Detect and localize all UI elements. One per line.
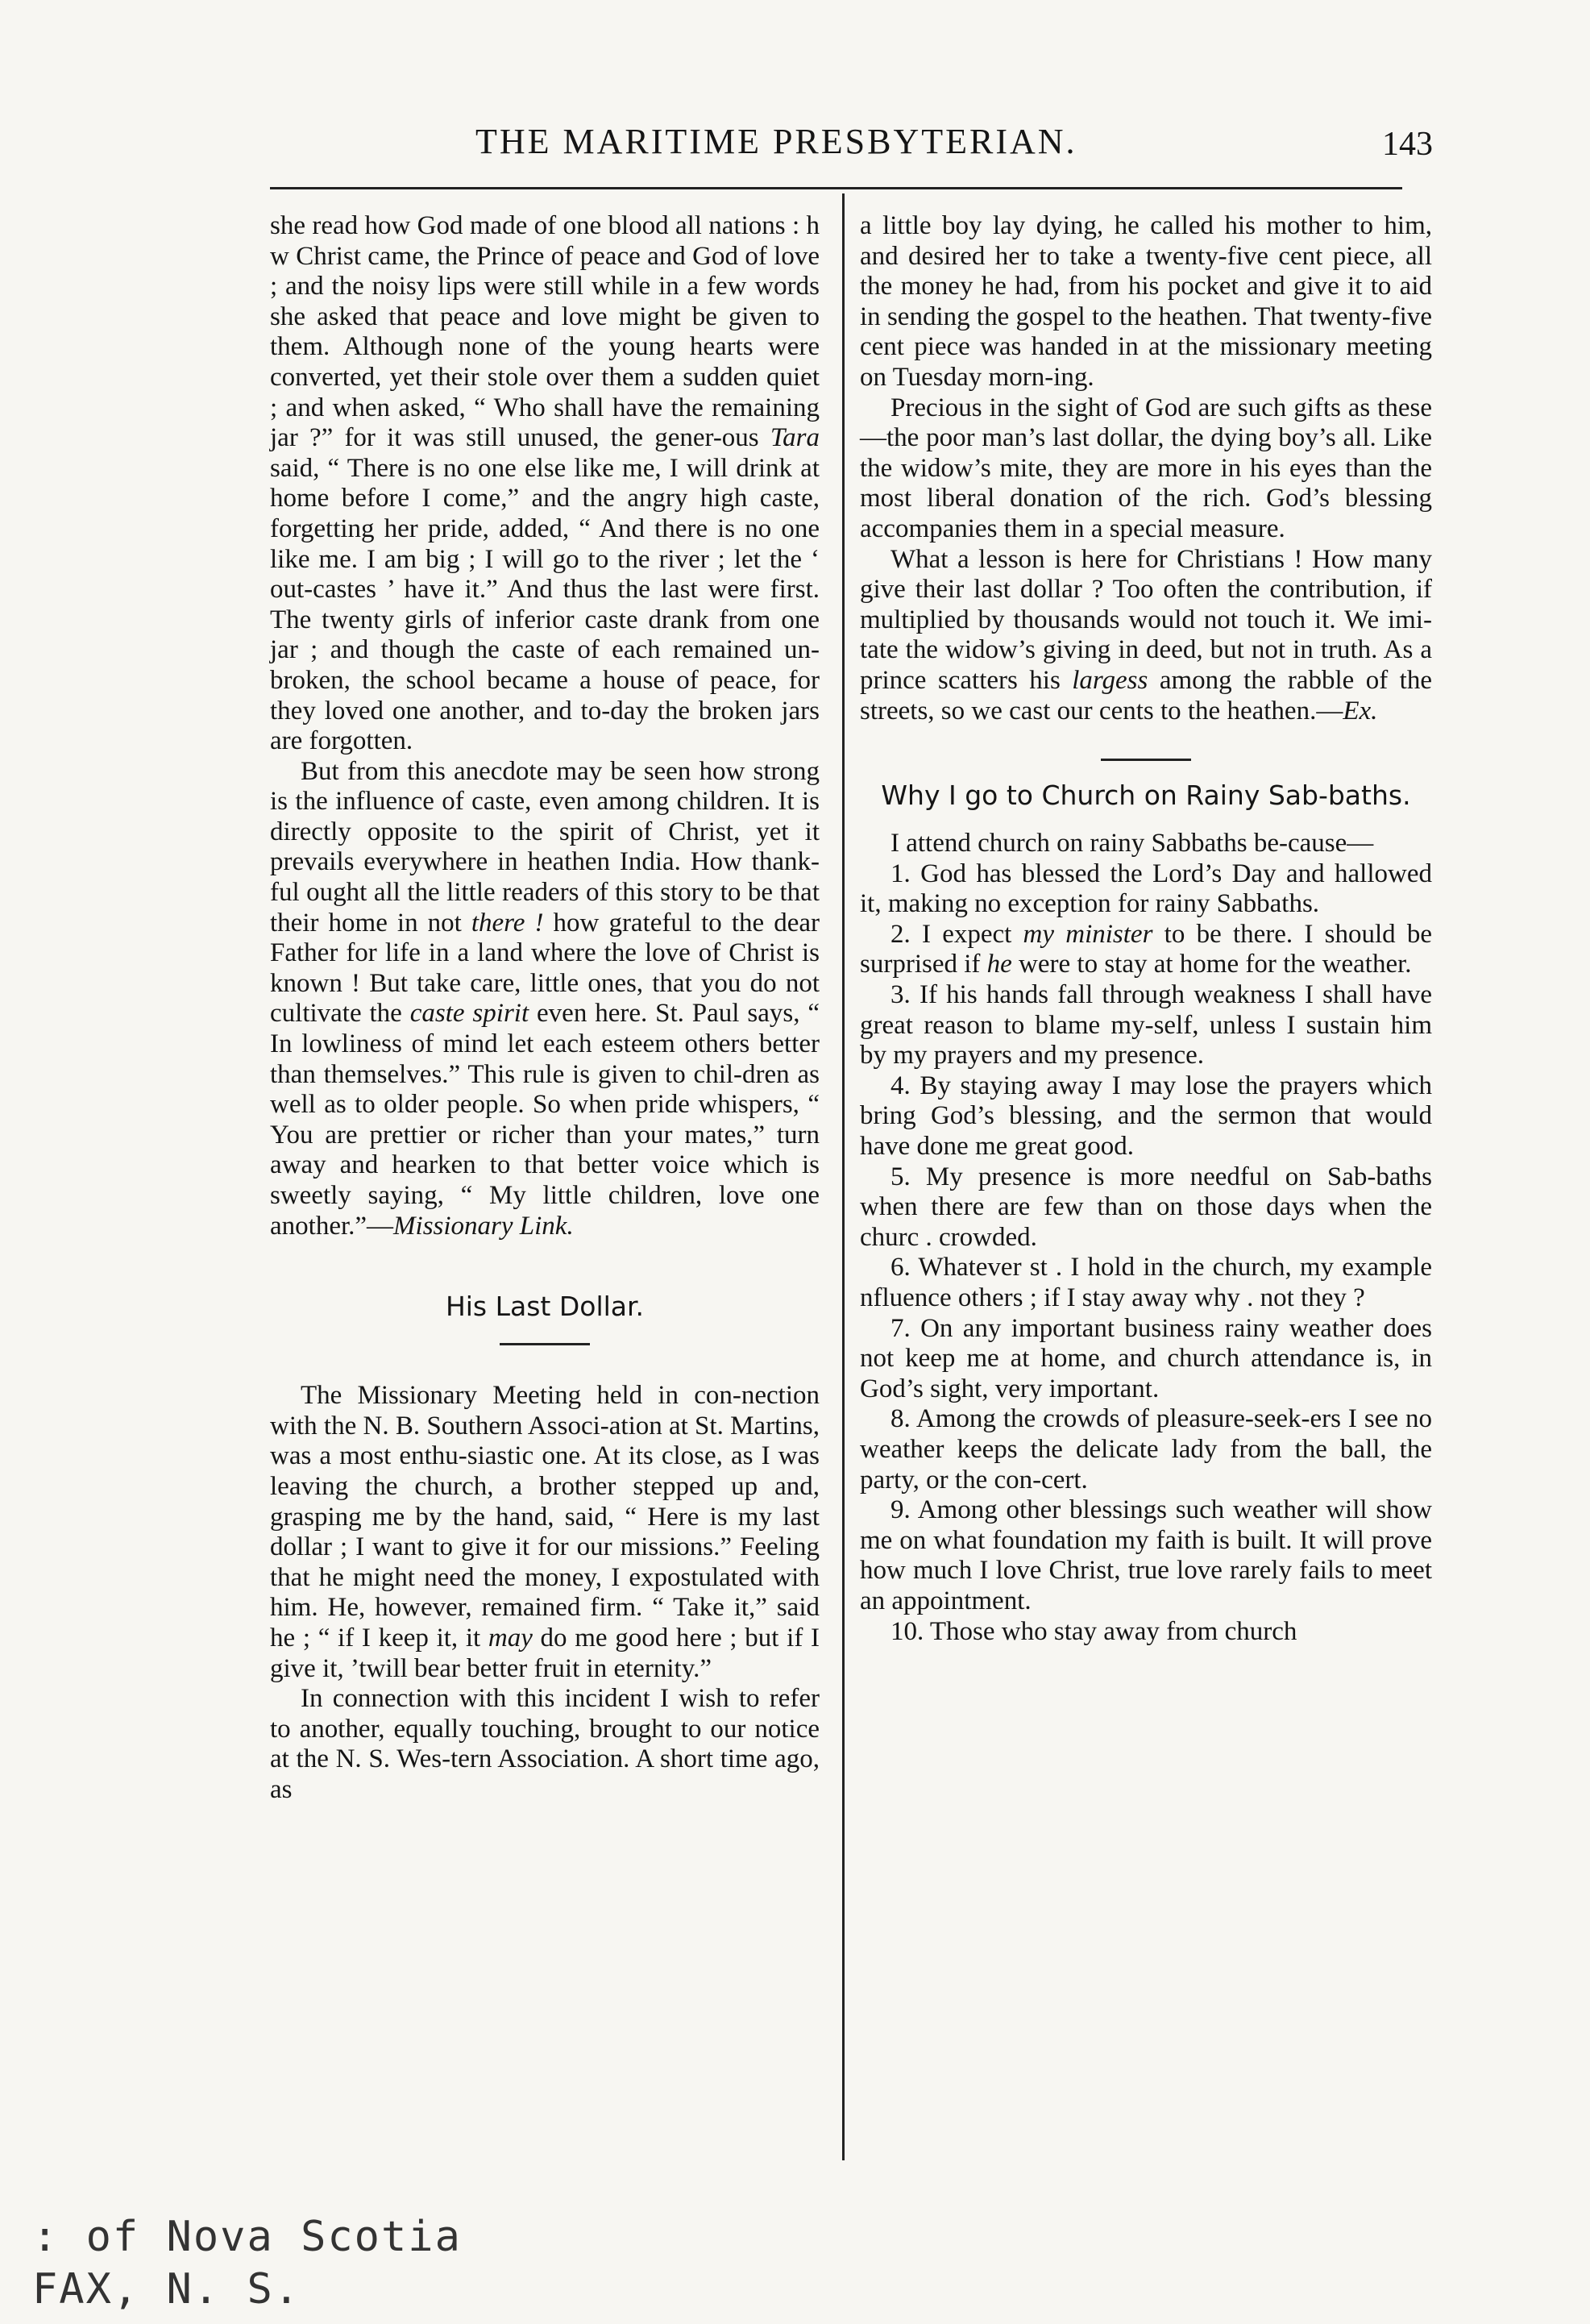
page-number: 143 [1382, 126, 1433, 163]
list-item: 9. Among other blessings such weather will show me on what foundation my faith is built. It will prove how much I love Christ, true love rarely fails to meet an appointment. [860, 1495, 1432, 1615]
list-item: 1. God has blessed the Lord’s Day and hallowed it, making no exception for rainy Sabbaths. [860, 859, 1432, 919]
emphasis: caste spirit [409, 999, 529, 1029]
emphasis: my minister [1023, 919, 1153, 949]
library-stamp-line-2: FAX, N. S. [32, 2265, 301, 2314]
list-item: 10. Those who stay away from church [890, 1616, 1297, 1646]
emphasis: may [488, 1623, 533, 1653]
list-item: 2. I expect my minister to be there. I should be surprised if he were to stay at home for the weather. [860, 919, 1432, 979]
paragraph: But from this anecdote may be seen how strong is the influence of caste, even among children. It is directly opposite to the spirit of Christ, yet it prevails everywhere in heathen India. How thank-ful ought all the little readers of this story to be that their home in not there ! how grateful to the dear Father for life in a land where the love of Christ is known ! But take care, little ones, that you do not cultivate the caste spirit even here. St. Paul says, “ In lowliness of mind let each esteem others better than themselves.” This rule is given to chil-dren as well as to older people. So when pride whispers, “ You are prettier or richer than your mates,” turn away and hearken to that better voice which is sweetly saying, “ My little children, love one another.”—Missionary Link. [270, 756, 820, 1241]
paragraph: she read how God made of one blood all nations : h w Christ came, the Prince of peace and God of love ; and the noisy lips were still while in a few words she asked that peace and love might be given to them. Although none of the young hearts were converted, yet their stole over them a sudden quiet ; and when asked, “ Who shall have the remaining jar ?” for it was still unused, the gener-ous Tara said, “ There is no one else like me, I will drink at home before I come,” and the angry high caste, forgetting her pride, added, “ And there is no one like me. I am big ; I will go to the river ; let the ‘ out-castes ’ have it.” And thus the last were first. The twenty girls of inferior caste drank from one jar ; and though the caste of each remained un-broken, the school became a house of peace, for they loved one another, and to-day the broken jars are forgotten. [270, 211, 820, 756]
emphasis: Tara [770, 423, 820, 453]
emphasis: he [986, 950, 1012, 979]
list-item: 5. My presence is more needful on Sab-baths when there are few than on those days when the churc . crowded. [860, 1162, 1432, 1252]
paragraph: Precious in the sight of God are such gifts as these—the poor man’s last dollar, the dying boy’s all. Like the widow’s mite, they are more in his eyes than the most liberal donation of the rich. God’s blessing accompanies them in a special measure. [860, 393, 1432, 543]
list-item: 3. If his hands fall through weakness I shall have great reason to blame my-self, unless I sustain him by my prayers and my presence. [860, 980, 1432, 1071]
left-column [270, 211, 820, 1806]
paragraph: What a lesson is here for Christians ! How many give their last dollar ? Too often the contribution, if multiplied by thousands would not touch it. We imi-tate the widow’s giving in deed, but not in truth. As a prince scatters his largess among the rabble of the streets, so we cast our cents to the heathen.—Ex. [860, 544, 1432, 725]
list-item: 4. By staying away I may lose the prayers which bring God’s blessing, and the sermon that would have done me great good. [860, 1071, 1432, 1162]
running-head: THE MARITIME PRESBYTERIAN. [475, 122, 1077, 161]
section-title: His Last Dollar. [445, 1291, 645, 1323]
list-item: 6. Whatever st . I hold in the church, my example nfluence others ; if I stay away why . not they ? [860, 1253, 1432, 1312]
header-rule [270, 187, 1402, 189]
column-divider [842, 193, 845, 2160]
paragraph: a little boy lay dying, he called his mother to him, and desired her to take a twenty-five cent piece, all the money he had, from his pocket and give it to aid in sending the gospel to the heathen. That twenty-five cent piece was handed in at the missionary meeting on Tuesday morn-ing. [860, 211, 1432, 392]
paragraph: The Missionary Meeting held in con-nection with the N. B. Southern Associ-ation at St. Martins, was a most enthu-siastic one. At its close, as I was leaving the church, a brother stepped up and, grasping me by the hand, said, “ Here is my last dollar ; I want to give it for our missions.” Feeling that he might need the money, I expostulated with him. He, however, remained firm. “ Take it,” said he ; “ if I keep it, it may do me good here ; but if I give it, ’twill bear better fruit in eternity.” [270, 1381, 820, 1683]
attribution: Missionary Link. [393, 1211, 574, 1241]
paragraph: I attend church on rainy Sabbaths be-cause— [890, 829, 1374, 859]
emphasis: largess [1072, 665, 1148, 695]
right-column [860, 211, 1432, 1647]
list-item: 7. On any important business rainy weather does not keep me at home, and church attendance is, in God’s sight, very important. [860, 1313, 1432, 1403]
list-item: 8. Among the crowds of pleasure-seek-ers I see no weather keeps the delicate lady from the ball, the party, or the con-cert. [860, 1404, 1432, 1495]
attribution: Ex. [1343, 696, 1378, 725]
section-title: Why I go to Church on Rainy Sab-baths. [881, 780, 1411, 812]
paragraph: In connection with this incident I wish to refer to another, equally touching, brought to our notice at the N. S. Wes-tern Association. A short time ago, as [270, 1684, 820, 1804]
library-stamp-line-1: : of Nova Scotia [32, 2213, 462, 2261]
emphasis: there ! [471, 908, 544, 937]
